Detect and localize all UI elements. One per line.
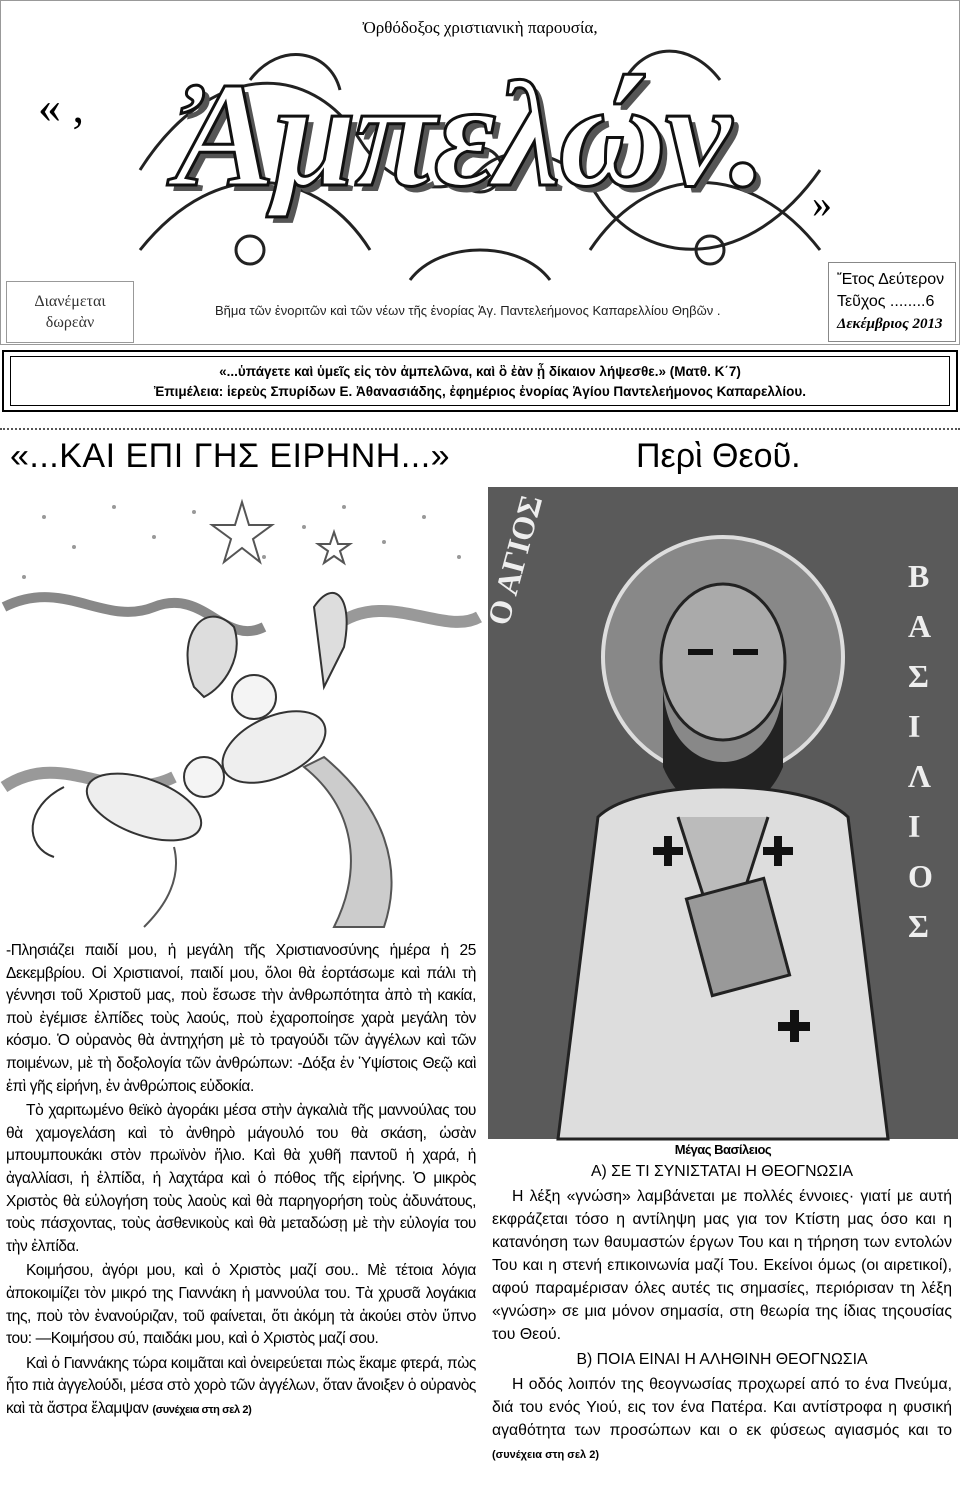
svg-text:Σ: Σ [908,908,929,944]
issue-date: Δεκέμβριος 2013 [837,316,943,332]
scripture-banner [2,350,958,412]
continued-note: (συνέχεια στη σελ 2) [492,1449,600,1461]
left-article-body [6,940,476,1423]
svg-text:Ι: Ι [908,708,921,744]
continued-note: (συνέχεια στη σελ 2) [152,1403,252,1416]
image-caption: Μέγας Βασίλειος [674,1142,772,1157]
section-heading-b: Β) ΠΟΙΑ ΕΙΝΑΙ Η ΑΛΗΘΙΝΗ ΘΕΟΓΝΩΣΙΑ [576,1351,868,1368]
svg-text:Β: Β [908,558,930,594]
svg-text:Ι: Ι [908,808,921,844]
closing-quote: » [812,181,832,226]
issue-year: Ἔτος Δεύτερον [837,271,945,288]
dotted-divider [0,428,960,430]
free-line-2: δωρεὰν [45,314,95,331]
headline-right: Περὶ Θεοῦ. [636,437,801,475]
masthead-subtitle: Βῆμα τῶν ἐνοριτῶν καὶ τῶν νέων τῆς ἐνορίας Ἁγ. Παντελεήμονος Καπαρελλίου Θηβῶν . [215,303,721,318]
svg-text:Ο: Ο [908,858,933,894]
section-heading-a: Α) ΣΕ ΤΙ ΣΥΝΙΣΤΑΤΑΙ Η ΘΕΟΓΝΩΣΙΑ [590,1163,854,1180]
issue-number: Τεῦχος ........6 [837,293,935,310]
banner-editor: Ἐπιμέλεια: ἱερεὺς Σπυρίδων Ε. Ἀθανασιάδης, ἐφημέριος ἐνορίας Ἁγίου Παντελεήμονος Καπαρελλίου. [154,384,806,399]
paragraph: Τὸ χαριτωμένο θεϊκὸ ἀγοράκι μέσα στὴν ἀγκαλιὰ τῆς μαννούλας του θὰ χαμογελάση καὶ τὸ ἀνθηρὸ μάγουλό του θὰ σκάση, ὡσὰν μπουμπουκάκι στὸν πρωϊνὸν ἥλιο. Καὶ θὰ χυθῆ παντοῦ ἡ χαρά, ἡ ἀγαλλίασι, ἡ ἐλπίδα, ἡ λαχτάρα καὶ ὁ πόθος τῆς εἰρήνης. Ὁ μικρὸς Χριστὸς θὰ εὐλογήση τοὺς λαοὺς καὶ θὰ παρηγορήση τοὺς ἀδυνάτους, τοὺς πάσχοντας, τοὺς ἀσθενικοὺς καὶ θὰ μεταδώσῃ μὲ τὴν εὐλογία του τὴν ἐλπίδα. [6,1102,476,1255]
headline-left: «...ΚΑΙ ΕΠΙ ΓΗΣ ΕΙΡΗΝΗ...» [10,437,451,475]
opening-quote: « , [38,81,84,132]
paragraph: Η λέξη «γνώση» λαμβάνεται με πολλές έννοιες· γιατί με αυτή εκφράζεται τόσο η αντίληψη μας για τον Κτίστη μας όσο και η κατανόηση των θαυμαστών έργων Του και η τήρηση των εντολών Του και η στενή επικοινωνία μαζί Του. Εκείνοι όμως (οι αιρετικοί), αφού παραμέρισαν όλες αυτές τις σημασίες, περιόρισαν τη λέξη «γνώση» σε μια μόνον σημασία, στη θεωρία της ίδιας τηςουσίας του Θεού. [492,1188,952,1343]
svg-text:Λ: Λ [908,758,931,794]
paragraph: Καὶ ὁ Γιαννάκης τώρα κοιμᾶται καὶ ὀνειρεύεται πὼς ἔκαμε φτερά, πὼς ἦτο πιὰ ἀγγελούδι, μέσα στὸ χορὸ τῶν ἀγγέλων, ὅταν ἄνοιξεν ὁ οὐρανὸς καὶ τὰ ἄστρα ἔλαμψαν [6,1354,476,1417]
free-line-1: Διανέμεται [34,293,106,310]
paragraph: -Πλησιάζει παιδί μου, ἡ μεγάλη τῆς Χριστιανοσύνης ἡμέρα ἡ 25 Δεκεμβρίου. Οἱ Χριστιανοί, παιδί μου, ὅλοι θὰ ἑορτάσωμε καὶ πάλι τὴ γέννησι τοῦ Χριστοῦ μας, ποὺ ἔσωσε τὴν ἀνθρωπότητα ἀπὸ τὴ κακία, ποὺ ἐγέμισε ἐλπίδες τοὺς λαούς, ποὺ ἐχαροποίησε χαρὰ μεγάλη τὸν κόσμο. Ὁ οὐρανὸς θὰ ἀντηχήση μὲ τὸ τραγούδι τῶν ἀγγέλων καὶ τῶν ποιμένων, μὲ τὴ δοξολογία τῶν ἀνθρώπων: -Δόξα ἐν Ὑψίστοις Θεῷ καὶ ἐπὶ γῆς εἰρήνη, ἐν ἀνθρώποις εὐδοκία. [6,942,476,1095]
right-article-body [492,1160,952,1469]
saint-basil-icon-image [479,487,958,1139]
newspaper-title: Ἀμπελών. [174,52,765,218]
banner-quote: «...ὑπάγετε καὶ ὑμεῖς εἰς τὸν ἀμπελῶνα, καὶ ὃ ἐὰν ᾖ δίκαιον λήψεσθε.» (Ματθ. Κ΄7) [219,364,741,379]
free-distribution-box [6,281,134,343]
tagline: Ὀρθόδοξος χριστιανικὴ παρουσία, [362,18,598,37]
paragraph: Κοιμήσου, ἀγόρι μου, καὶ ὁ Χριστὸς μαζί σου.. Μὲ τέτοια λόγια ἀποκοιμίζει τὸν μικρό της Γιαννάκη ἡ μαννούλα του. Τὰ χρυσᾶ λογάκια της, ποὺ τὸν ἐνανούριζαν, τοῦ φαίνεται, ὅτι ἀκόμη τὰ ἀκούει στὸν ὕπνο του: —Κοιμήσου σύ, παιδάκι μου, καὶ ὁ Χριστὸς μαζί σου. [6,1262,476,1348]
angels-illustration [4,487,479,937]
issue-info-box [828,262,956,342]
svg-text:Ο ΑΓΙΟΣ: Ο ΑΓΙΟΣ [479,491,550,629]
paragraph: Η οδός λοιπόν της θεογνωσίας προχωρεί από το ένα Πνεύμα, διά του ενός Υιού, εις τον ένα Πατέρα. Και αντίστροφα η φυσική αγαθότητα των προσώπων και ο εκ φύσεως αγιασμός και το [492,1376,952,1439]
svg-text:Σ: Σ [908,658,929,694]
svg-text:Α: Α [908,608,932,644]
